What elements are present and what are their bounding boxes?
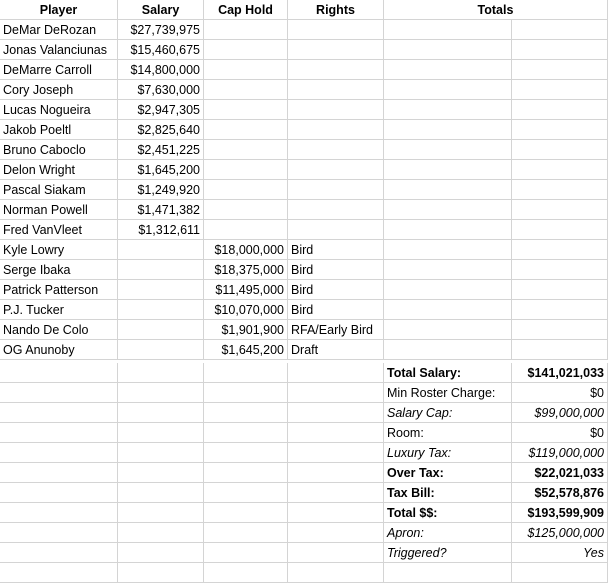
player-cell[interactable]	[0, 523, 118, 543]
table-row	[0, 100, 608, 120]
salary-cell[interactable]	[118, 443, 204, 463]
player-cell[interactable]	[0, 503, 118, 523]
totals-label-cell[interactable]	[384, 340, 512, 360]
salary-cell[interactable]: $2,825,640	[118, 120, 204, 140]
cap-hold-cell[interactable]	[204, 200, 288, 220]
totals-label-cell[interactable]	[384, 220, 512, 240]
totals-label[interactable]: Tax Bill:	[384, 483, 512, 503]
player-cell[interactable]: Lucas Nogueira	[0, 100, 118, 120]
table-row	[0, 240, 608, 260]
totals-row	[0, 503, 608, 523]
player-cell[interactable]: Patrick Patterson	[0, 280, 118, 300]
salary-cell[interactable]	[118, 523, 204, 543]
cap-hold-cell[interactable]	[204, 20, 288, 40]
salary-cell[interactable]	[118, 423, 204, 443]
totals-label-cell[interactable]	[384, 240, 512, 260]
player-cell[interactable]: DeMarre Carroll	[0, 60, 118, 80]
table-row	[0, 300, 608, 320]
cap-hold-cell[interactable]: $1,901,900	[204, 320, 288, 340]
totals-value-cell[interactable]	[512, 260, 608, 280]
totals-value-cell[interactable]	[512, 200, 608, 220]
totals-label[interactable]: Min Roster Charge:	[384, 383, 512, 403]
totals-value-cell[interactable]	[512, 140, 608, 160]
totals-value-cell[interactable]	[512, 60, 608, 80]
rights-cell[interactable]: Draft	[288, 340, 384, 360]
player-cell[interactable]: Nando De Colo	[0, 320, 118, 340]
salary-cell[interactable]	[118, 300, 204, 320]
cap-hold-cell[interactable]	[204, 443, 288, 463]
salary-cell[interactable]	[118, 340, 204, 360]
rights-cell[interactable]	[288, 100, 384, 120]
empty-cell[interactable]	[288, 563, 384, 583]
player-cell[interactable]: DeMar DeRozan	[0, 20, 118, 40]
totals-value-cell[interactable]	[512, 340, 608, 360]
totals-label-cell[interactable]	[384, 180, 512, 200]
totals-value-cell[interactable]	[512, 20, 608, 40]
empty-cell[interactable]	[384, 563, 512, 583]
totals-label-cell[interactable]	[384, 200, 512, 220]
totals-value[interactable]: $141,021,033	[512, 363, 608, 383]
player-cell[interactable]: Delon Wright	[0, 160, 118, 180]
table-row	[0, 120, 608, 140]
player-cell[interactable]: OG Anunoby	[0, 340, 118, 360]
salary-cell[interactable]: $1,249,920	[118, 180, 204, 200]
totals-value[interactable]: Yes	[512, 543, 608, 563]
cap-hold-cell[interactable]: $1,645,200	[204, 340, 288, 360]
salary-cell[interactable]	[118, 363, 204, 383]
player-cell[interactable]: Serge Ibaka	[0, 260, 118, 280]
salary-cell[interactable]	[118, 240, 204, 260]
cap-hold-cell[interactable]	[204, 363, 288, 383]
totals-value[interactable]: $0	[512, 383, 608, 403]
cap-hold-cell[interactable]	[204, 100, 288, 120]
totals-value[interactable]: $125,000,000	[512, 523, 608, 543]
salary-cell[interactable]	[118, 320, 204, 340]
totals-row	[0, 463, 608, 483]
totals-label-cell[interactable]	[384, 100, 512, 120]
table-row	[0, 40, 608, 60]
salary-cell[interactable]	[118, 280, 204, 300]
salary-cell[interactable]: $1,471,382	[118, 200, 204, 220]
empty-cell[interactable]	[0, 563, 118, 583]
cap-hold-cell[interactable]	[204, 463, 288, 483]
totals-value[interactable]: $99,000,000	[512, 403, 608, 423]
player-cell[interactable]: Cory Joseph	[0, 80, 118, 100]
rights-cell[interactable]	[288, 140, 384, 160]
totals-value-cell[interactable]	[512, 320, 608, 340]
header-cap-hold[interactable]: Cap Hold	[204, 0, 288, 20]
cap-hold-cell[interactable]	[204, 180, 288, 200]
player-cell[interactable]: Bruno Caboclo	[0, 140, 118, 160]
rights-cell[interactable]: Bird	[288, 260, 384, 280]
totals-value-cell[interactable]	[512, 160, 608, 180]
cap-hold-cell[interactable]	[204, 483, 288, 503]
rights-cell[interactable]	[288, 543, 384, 563]
header-totals[interactable]: Totals	[384, 0, 608, 20]
totals-label-cell[interactable]	[384, 140, 512, 160]
salary-cell[interactable]: $7,630,000	[118, 80, 204, 100]
table-row	[0, 160, 608, 180]
salary-cell[interactable]: $27,739,975	[118, 20, 204, 40]
totals-value-cell[interactable]	[512, 240, 608, 260]
totals-label-cell[interactable]	[384, 20, 512, 40]
player-cell[interactable]: P.J. Tucker	[0, 300, 118, 320]
cap-hold-cell[interactable]	[204, 503, 288, 523]
table-row	[0, 220, 608, 240]
salary-cell[interactable]: $1,645,200	[118, 160, 204, 180]
rights-cell[interactable]	[288, 60, 384, 80]
salary-cell[interactable]: $14,800,000	[118, 60, 204, 80]
player-cell[interactable]: Norman Powell	[0, 200, 118, 220]
cap-hold-cell[interactable]: $10,070,000	[204, 300, 288, 320]
empty-cell[interactable]	[118, 563, 204, 583]
totals-value[interactable]: $193,599,909	[512, 503, 608, 523]
totals-label-cell[interactable]	[384, 120, 512, 140]
totals-value-cell[interactable]	[512, 300, 608, 320]
rights-cell[interactable]	[288, 20, 384, 40]
cap-hold-cell[interactable]	[204, 383, 288, 403]
totals-row	[0, 423, 608, 443]
player-cell[interactable]: Pascal Siakam	[0, 180, 118, 200]
totals-label[interactable]: Total Salary:	[384, 363, 512, 383]
totals-value[interactable]: $119,000,000	[512, 443, 608, 463]
header-salary[interactable]: Salary	[118, 0, 204, 20]
rights-cell[interactable]	[288, 80, 384, 100]
totals-row	[0, 543, 608, 563]
header-player[interactable]: Player	[0, 0, 118, 20]
totals-label-cell[interactable]	[384, 280, 512, 300]
totals-value-cell[interactable]	[512, 100, 608, 120]
totals-label[interactable]: Total $$:	[384, 503, 512, 523]
totals-label-cell[interactable]	[384, 80, 512, 100]
totals-row	[0, 443, 608, 463]
cap-hold-cell[interactable]	[204, 523, 288, 543]
player-cell[interactable]: Fred VanVleet	[0, 220, 118, 240]
salary-cell[interactable]	[118, 543, 204, 563]
totals-label-cell[interactable]	[384, 160, 512, 180]
table-row	[0, 280, 608, 300]
cap-hold-cell[interactable]	[204, 423, 288, 443]
rights-cell[interactable]: RFA/Early Bird	[288, 320, 384, 340]
cap-hold-cell[interactable]	[204, 120, 288, 140]
table-row	[0, 180, 608, 200]
cap-hold-cell[interactable]: $18,000,000	[204, 240, 288, 260]
cap-hold-cell[interactable]	[204, 220, 288, 240]
totals-value[interactable]: $22,021,033	[512, 463, 608, 483]
rights-cell[interactable]	[288, 483, 384, 503]
empty-cell[interactable]	[204, 563, 288, 583]
cap-hold-cell[interactable]	[204, 403, 288, 423]
rights-cell[interactable]: Bird	[288, 240, 384, 260]
totals-row	[0, 403, 608, 423]
header-rights[interactable]: Rights	[288, 0, 384, 20]
rights-cell[interactable]	[288, 503, 384, 523]
cap-hold-cell[interactable]	[204, 60, 288, 80]
rights-cell[interactable]	[288, 463, 384, 483]
cap-hold-cell[interactable]	[204, 80, 288, 100]
totals-row	[0, 523, 608, 543]
table-row	[0, 340, 608, 360]
salary-cell[interactable]: $2,451,225	[118, 140, 204, 160]
cap-hold-cell[interactable]	[204, 543, 288, 563]
totals-label[interactable]: Room:	[384, 423, 512, 443]
player-cell[interactable]	[0, 463, 118, 483]
empty-cell[interactable]	[512, 563, 608, 583]
totals-label-cell[interactable]	[384, 300, 512, 320]
player-cell[interactable]	[0, 543, 118, 563]
totals-value-cell[interactable]	[512, 40, 608, 60]
rights-cell[interactable]	[288, 40, 384, 60]
salary-cell[interactable]	[118, 260, 204, 280]
rights-cell[interactable]	[288, 180, 384, 200]
salary-cell[interactable]: $2,947,305	[118, 100, 204, 120]
totals-value-cell[interactable]	[512, 120, 608, 140]
empty-row	[0, 563, 608, 583]
rights-cell[interactable]	[288, 403, 384, 423]
table-row	[0, 20, 608, 40]
rights-cell[interactable]	[288, 220, 384, 240]
totals-value[interactable]: $0	[512, 423, 608, 443]
totals-label-cell[interactable]	[384, 320, 512, 340]
player-cell[interactable]	[0, 483, 118, 503]
rights-cell[interactable]	[288, 423, 384, 443]
table-row	[0, 140, 608, 160]
table-row	[0, 60, 608, 80]
totals-row	[0, 383, 608, 403]
totals-row	[0, 483, 608, 503]
player-cell[interactable]: Jonas Valanciunas	[0, 40, 118, 60]
totals-row	[0, 363, 608, 383]
totals-value-cell[interactable]	[512, 220, 608, 240]
totals-value-cell[interactable]	[512, 280, 608, 300]
player-cell[interactable]: Jakob Poeltl	[0, 120, 118, 140]
salary-cell[interactable]	[118, 383, 204, 403]
rights-cell[interactable]	[288, 160, 384, 180]
rights-cell[interactable]	[288, 363, 384, 383]
totals-label-cell[interactable]	[384, 60, 512, 80]
totals-label[interactable]: Luxury Tax:	[384, 443, 512, 463]
salary-cell[interactable]: $15,460,675	[118, 40, 204, 60]
cap-hold-cell[interactable]	[204, 160, 288, 180]
rights-cell[interactable]: Bird	[288, 300, 384, 320]
cap-hold-cell[interactable]	[204, 140, 288, 160]
totals-label[interactable]: Triggered?	[384, 543, 512, 563]
player-cell[interactable]	[0, 423, 118, 443]
totals-value-cell[interactable]	[512, 180, 608, 200]
cap-hold-cell[interactable]: $11,495,000	[204, 280, 288, 300]
rights-cell[interactable]	[288, 523, 384, 543]
player-cell[interactable]	[0, 403, 118, 423]
totals-label[interactable]: Over Tax:	[384, 463, 512, 483]
totals-value[interactable]: $52,578,876	[512, 483, 608, 503]
salary-cell[interactable]: $1,312,611	[118, 220, 204, 240]
totals-label[interactable]: Apron:	[384, 523, 512, 543]
player-cell[interactable]	[0, 363, 118, 383]
header-row	[0, 0, 608, 20]
table-row	[0, 80, 608, 100]
cap-hold-cell[interactable]	[204, 40, 288, 60]
rights-cell[interactable]: Bird	[288, 280, 384, 300]
rights-cell[interactable]	[288, 443, 384, 463]
rights-cell[interactable]	[288, 200, 384, 220]
cap-hold-cell[interactable]: $18,375,000	[204, 260, 288, 280]
rights-cell[interactable]	[288, 383, 384, 403]
salary-cell[interactable]	[118, 463, 204, 483]
table-row	[0, 200, 608, 220]
table-row	[0, 260, 608, 280]
salary-cell[interactable]	[118, 403, 204, 423]
totals-label-cell[interactable]	[384, 260, 512, 280]
table-row	[0, 320, 608, 340]
player-cell[interactable]: Kyle Lowry	[0, 240, 118, 260]
rights-cell[interactable]	[288, 120, 384, 140]
salary-cell[interactable]	[118, 503, 204, 523]
totals-value-cell[interactable]	[512, 80, 608, 100]
totals-label[interactable]: Salary Cap:	[384, 403, 512, 423]
salary-cell[interactable]	[118, 483, 204, 503]
player-cell[interactable]	[0, 443, 118, 463]
totals-label-cell[interactable]	[384, 40, 512, 60]
player-cell[interactable]	[0, 383, 118, 403]
